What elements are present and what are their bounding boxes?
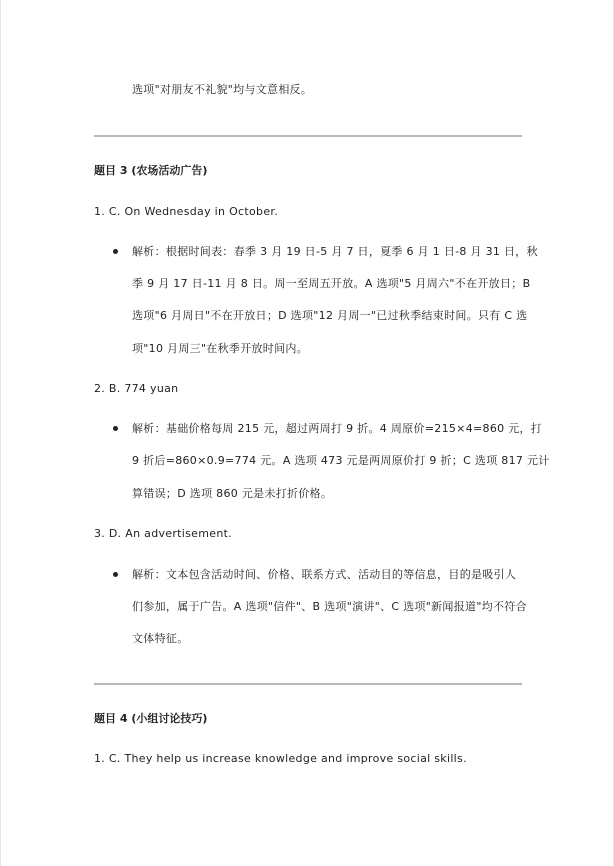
question-2-explanation-line: 算错误；D 选项 860 元是未打折价格。 [132, 487, 333, 500]
question-3-answer: 3. D. An advertisement. [94, 527, 233, 540]
question-3-explanation-line: 解析：文本包含活动时间、价格、联系方式、活动目的等信息，目的是吸引人 [132, 568, 517, 581]
bullet-icon [113, 249, 118, 254]
bullet-icon [113, 426, 118, 431]
question-2-explanation-line: 解析：基础价格每周 215 元，超过两周打 9 折。4 周原价=215×4=860 元，打 [132, 422, 543, 435]
question-1-explanation-line: 项"10 月周三"在秋季开放时间内。 [132, 342, 309, 355]
section-4-heading: 题目 4 (小组讨论技巧) [94, 712, 208, 725]
continuation-text: 选项"对朋友不礼貌"均与文意相反。 [132, 83, 313, 96]
question-3-explanation-line: 文体特征。 [132, 632, 189, 645]
section-divider [94, 683, 522, 685]
question-1-answer: 1. C. On Wednesday in October. [94, 205, 279, 218]
section-4-question-1-answer: 1. C. They help us increase knowledge and improve social skills. [94, 752, 467, 765]
section-3-heading: 题目 3 (农场活动广告) [94, 164, 208, 177]
section-divider [94, 135, 522, 137]
question-1-explanation-line: 季 9 月 17 日-11 月 8 日。周一至周五开放。A 选项"5 月周六"不在开放日；B [132, 277, 531, 290]
question-2-explanation-line: 9 折后=860×0.9=774 元。A 选项 473 元是两周原价打 9 折；C 选项 817 元计 [132, 454, 550, 467]
question-1-explanation-line: 解析：根据时间表：春季 3 月 19 日-5 月 7 日，夏季 6 月 1 日-8 月 31 日，秋 [132, 245, 538, 258]
question-1-explanation-line: 选项"6 月周日"不在开放日；D 选项"12 月周一"已过秋季结束时间。只有 C 选 [132, 309, 528, 322]
question-3-explanation-line: 们参加，属于广告。A 选项"信件"、B 选项"演讲"、C 选项"新闻报道"均不符合 [132, 600, 527, 613]
bullet-icon [113, 572, 118, 577]
question-2-answer: 2. B. 774 yuan [94, 382, 179, 395]
